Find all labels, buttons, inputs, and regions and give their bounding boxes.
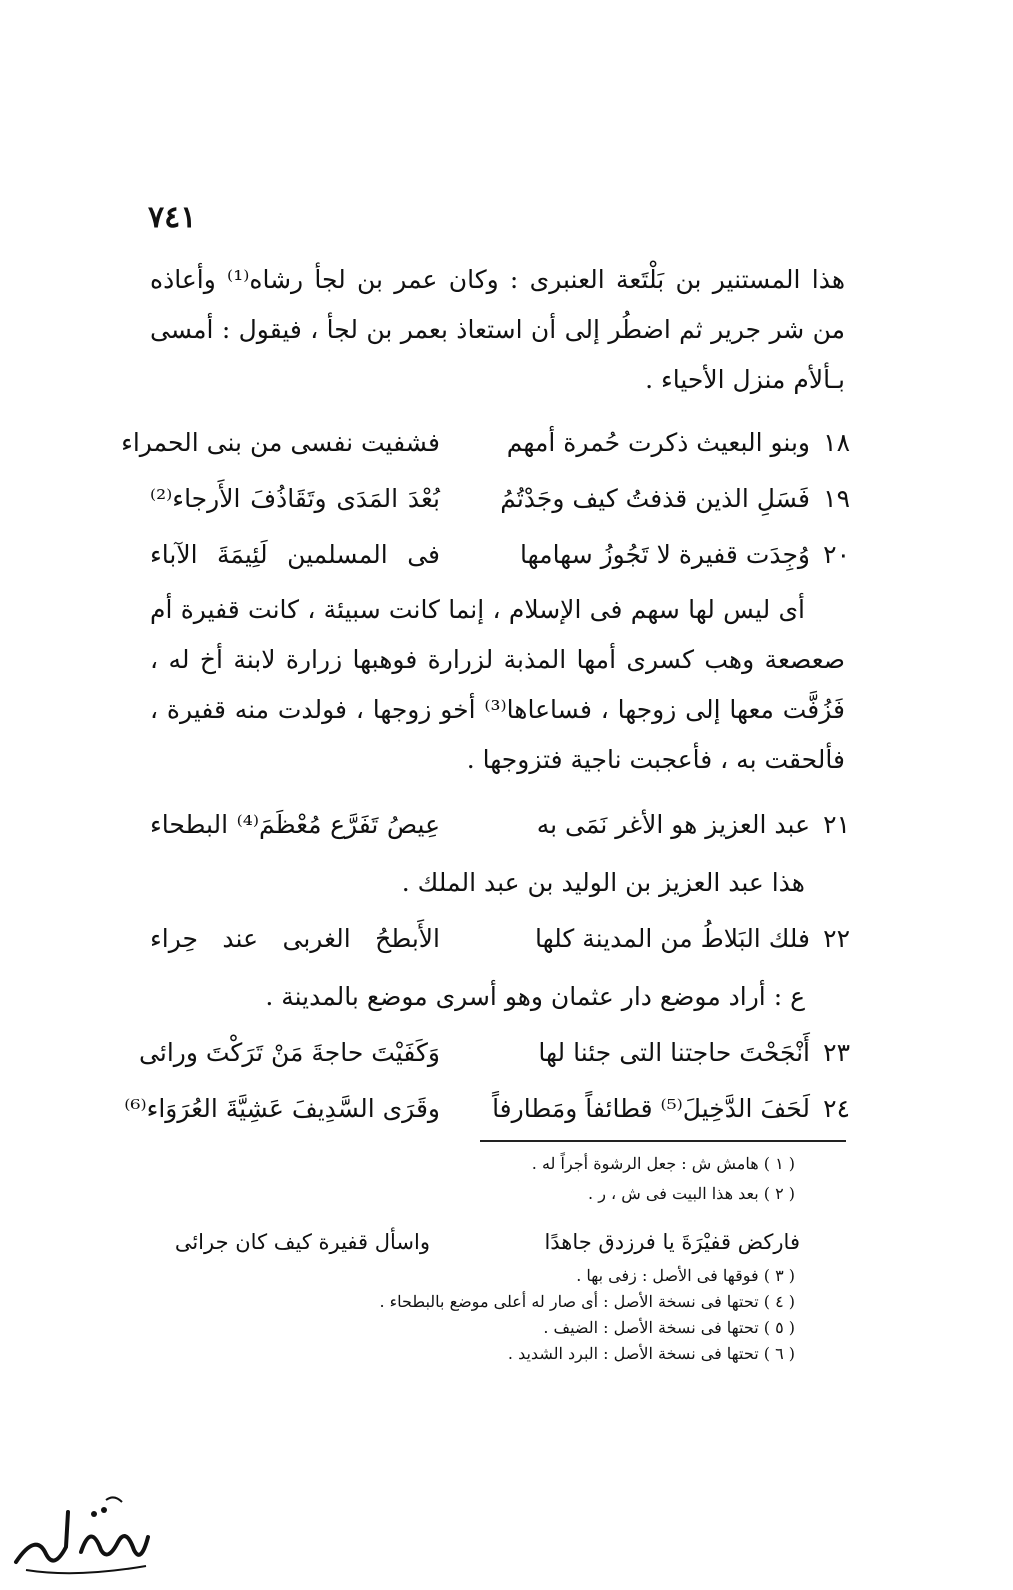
verse-first-hemistich: أَنْجَحْتَ حاجتنا التى جئنا لها [538, 1038, 810, 1067]
verse-first-hemistich: وُجِدَت قفيرة لا تَجُوزُ سهامها [520, 540, 810, 569]
footnote-4: ( ٤ ) تحتها فى نسخة الأصل : أى صار له أعلى موضع بالبطحاء . [379, 1292, 795, 1311]
verse-20 [150, 532, 850, 578]
footnote-divider [480, 1140, 846, 1142]
verse-number: ١٩ [823, 484, 850, 513]
verse-number: ١٨ [823, 428, 850, 457]
footnote-verse-second-hemistich: واسأل قفيرة كيف كان جرائى [174, 1230, 430, 1254]
footnote-5: ( ٥ ) تحتها فى نسخة الأصل : الضيف . [543, 1318, 795, 1337]
verse-first-hemistich: فلك البَلاطُ من المدينة كلها [534, 924, 810, 953]
verse-second-hemistich: فى المسلمين لَئِيمَةَ الآباء [150, 540, 440, 569]
intro-paragraph: هذا المستنير بن بَلْتَعة العنبرى : وكان عمر بن لجأ رشاه⁽¹⁾ وأعاذه من شر جرير ثم اضطُر إلى أن استعاذ بعمر بن لجأ ، فيقول : أمسى بـألأم منزل الأحياء . [150, 265, 846, 394]
footnote-6: ( ٦ ) تحتها فى نسخة الأصل : البرد الشديد . [507, 1344, 795, 1363]
verse-19 [150, 476, 850, 522]
verse-number: ٢٠ [823, 540, 850, 569]
verse-22 [150, 916, 850, 962]
verse-18 [121, 420, 850, 466]
verse-first-hemistich: فَسَلِ الذين قذفتُ كيف وجَدْتُمُ [500, 484, 810, 513]
footnote-verse [170, 1222, 800, 1262]
verse-23 [139, 1030, 850, 1076]
calligraphy-logo [6, 1492, 156, 1582]
verse-number: ٢٢ [823, 924, 850, 953]
footnote-2: ( ٢ ) بعد هذا البيت فى ش ، ر . [588, 1184, 795, 1203]
verse-first-hemistich: وبنو البعيث ذكرت حُمرة أمهم [506, 428, 810, 457]
verse-second-hemistich: فشفيت نفسى من بنى الحمراء [121, 428, 440, 457]
verse-21 [150, 802, 850, 848]
verse-number: ٢١ [823, 810, 850, 839]
note-verse-22: ع : أراد موضع دار عثمان وهو أسرى موضع بالمدينة . [265, 982, 805, 1011]
verse-second-hemistich: الأَبطحُ الغربى عند حِراء [150, 924, 440, 953]
verse-first-hemistich: عبد العزيز هو الأغر نَمَى به [536, 810, 810, 839]
explanation-paragraph: أى ليس لها سهم فى الإسلام ، إنما كانت سبيئة ، كانت قفيرة أم صعصعة وهب كسرى أمها المذبة لزرارة فوهبها زرارة لابنة أخ له ، فَزُفَّت معها إلى زوجها ، فساعاها⁽³⁾ أخو زوجها ، فولدت منه قفيرة ، فألحقت به ، فأعجبت ناجية فتزوجها . [150, 595, 845, 774]
verse-first-hemistich: لَحَفَ الدَّخِيلَ⁽⁵⁾ قطائفاً ومَطارفاً [492, 1094, 810, 1123]
footnote-3: ( ٣ ) فوقها فى الأصل : زفى بها . [576, 1266, 795, 1285]
verse-second-hemistich: وَكَفَيْتَ حاجةَ مَنْ تَرَكْتَ ورائى [139, 1038, 440, 1067]
page-number: ٧٤١ [148, 200, 197, 235]
verse-second-hemistich: وقَرَى السَّدِيفَ عَشِيَّةَ العُرَوَاء⁽⁶⁾ [124, 1094, 440, 1123]
footnote-1: ( ١ ) هامش ش : جعل الرشوة أجراً له . [531, 1154, 795, 1173]
verse-number: ٢٣ [823, 1038, 850, 1067]
verse-second-hemistich: عِيصُ تَفَرَّع مُعْظَمَ⁽⁴⁾ البطحاء [150, 810, 440, 839]
verse-second-hemistich: بُعْدَ المَدَى وتَقَاذُفَ الأَرجاء⁽²⁾ [150, 484, 440, 513]
footnote-verse-first-hemistich: فاركض قفيْرَةَ يا فرزدق جاهدًا [544, 1230, 800, 1254]
verse-number: ٢٤ [823, 1094, 850, 1123]
note-verse-21: هذا عبد العزيز بن الوليد بن عبد الملك . [401, 868, 805, 897]
verse-24 [124, 1086, 850, 1132]
